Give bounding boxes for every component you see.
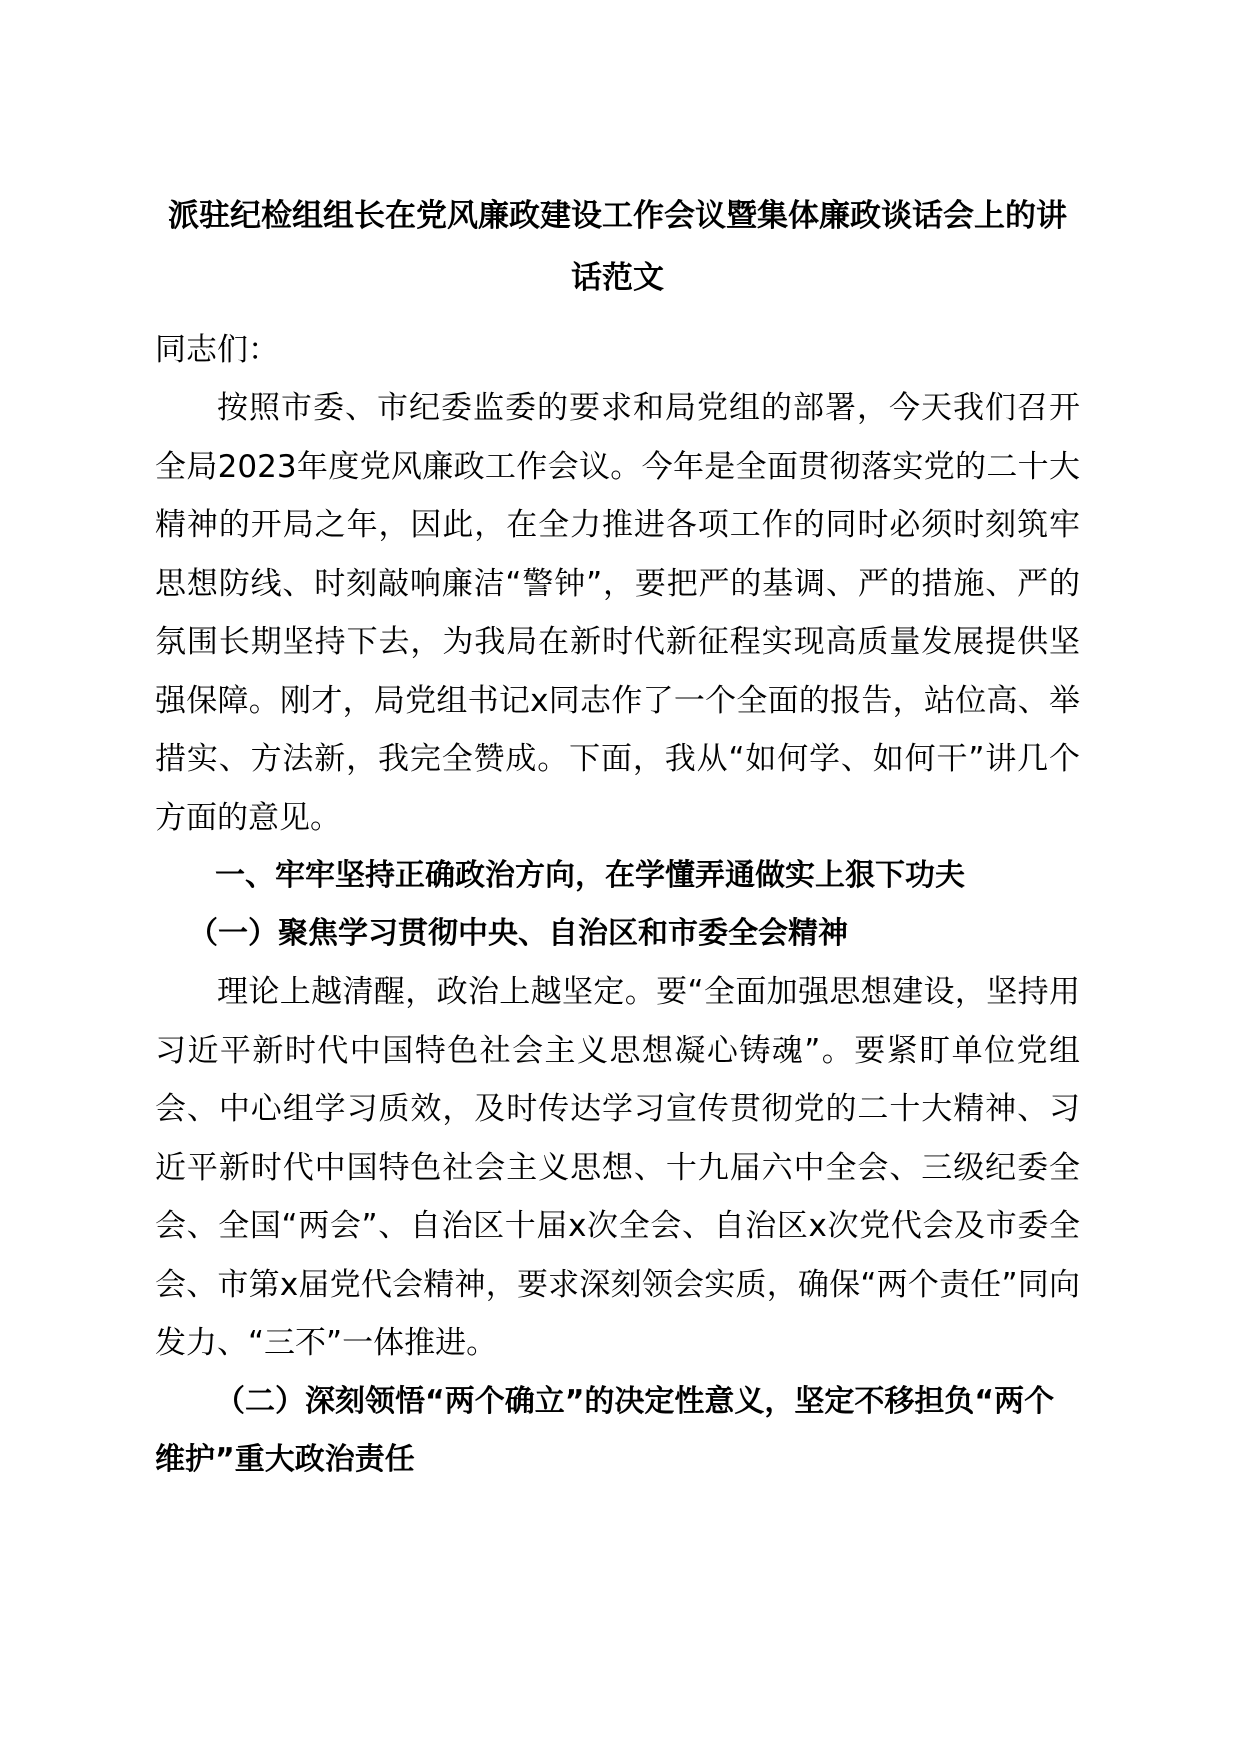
greeting: 同志们：	[155, 332, 279, 368]
document-page	[155, 185, 1080, 1489]
subsection-2-heading: （二）深刻领悟“两个确立”的决定性意义，坚定不移担负“两个维护”重大政治责任	[155, 1383, 1055, 1477]
document-title: 派驻纪检组组长在党风廉政建设工作会议暨集体廉政谈话会上的讲话范文	[168, 198, 1067, 296]
section-1-heading: 一、牢牢坚持正确政治方向，在学懂弄通做实上狠下功夫	[215, 858, 965, 893]
subsection-1-heading: （一）聚焦学习贯彻中央、自治区和市委全会精神	[188, 916, 848, 951]
intro-paragraph: 按照市委、市纪委监委的要求和局党组的部署，今天我们召开全局2023年度党风廉政工作会议。今年是全面贯彻落实党的二十大精神的开局之年，因此，在全力推进各项工作的同时必须时刻筑牢思想防线、时刻敲响廉洁“警钟”，要把严的基调、严的措施、严的氛围长期坚持下去，为我局在新时代新征程实现高质量发展提供坚强保障。刚才，局党组书记x同志作了一个全面的报告，站位高、举措实、方法新，我完全赞成。下面，我从“如何学、如何干”讲几个方面的意见。	[155, 390, 1080, 836]
subsection-1-paragraph: 理论上越清醒，政治上越坚定。要“全面加强思想建设，坚持用习近平新时代中国特色社会主义思想凝心铸魂”。要紧盯单位党组会、中心组学习质效，及时传达学习宣传贯彻党的二十大精神、习近平新时代中国特色社会主义思想、十九届六中全会、三级纪委全会、全国“两会”、自治区十届x次全会、自治区x次党代会及市委全会、市第x届党代会精神，要求深刻领会实质，确保“两个责任”同向发力、“三不”一体推进。	[155, 974, 1080, 1361]
